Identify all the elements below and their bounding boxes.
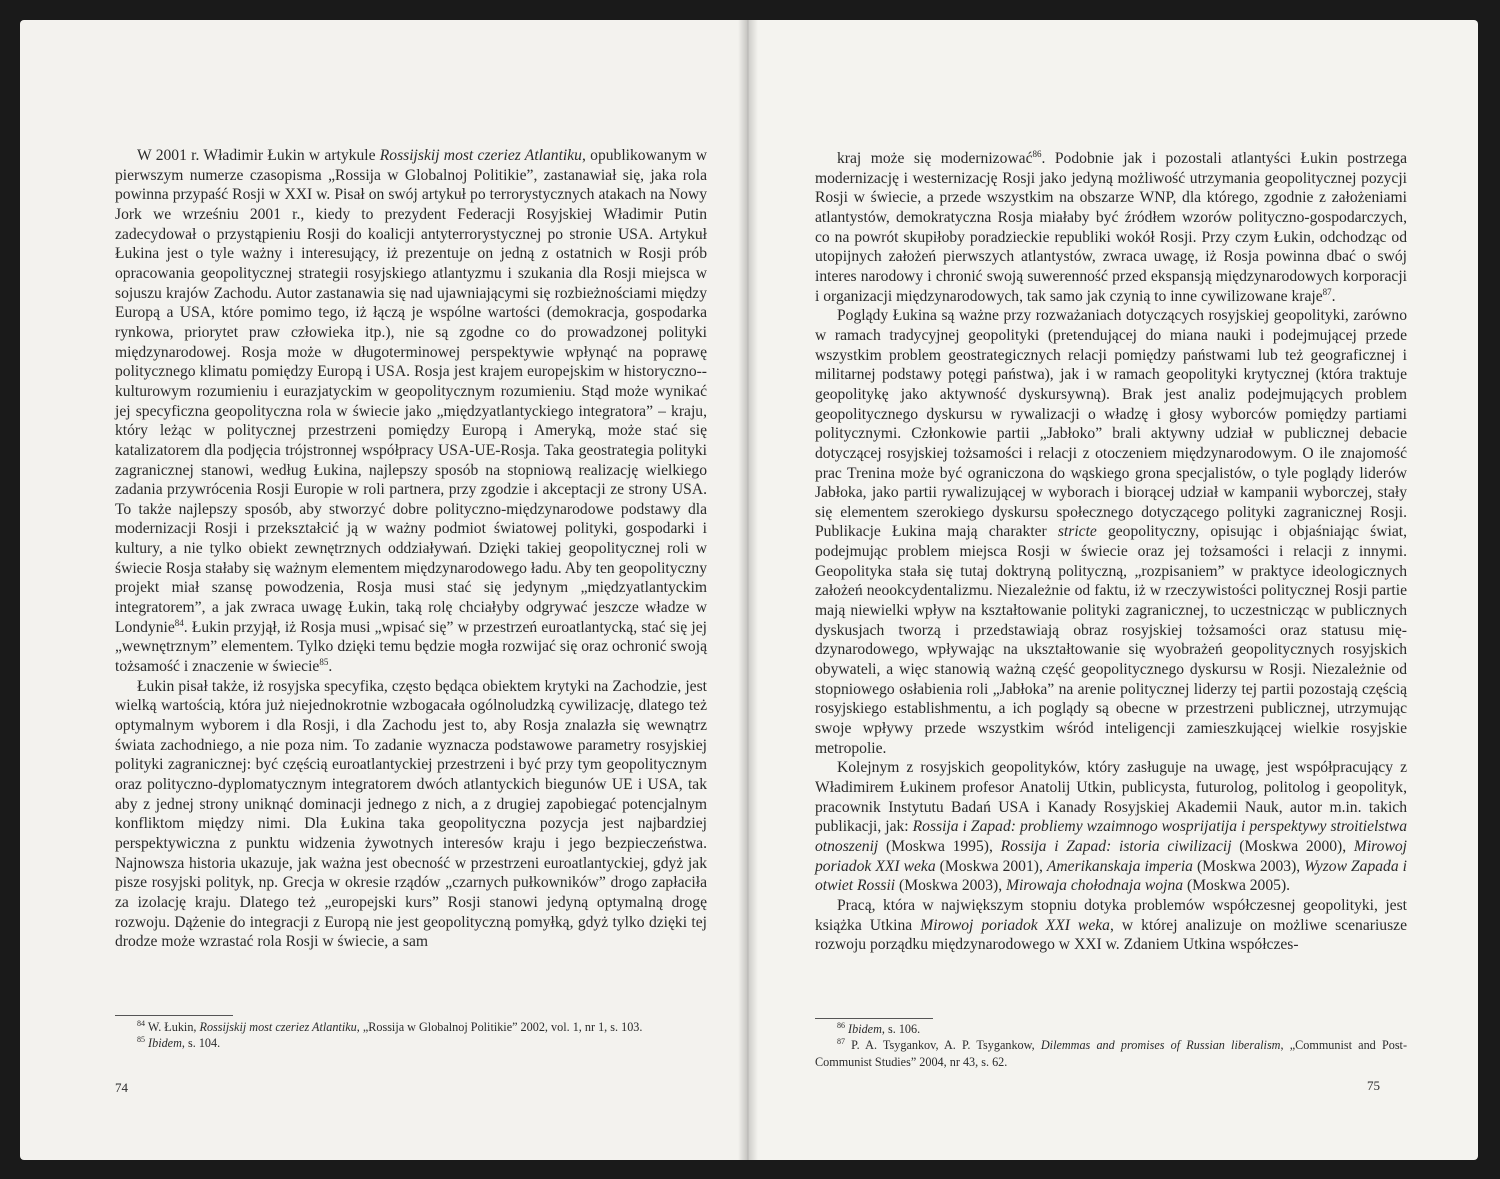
italic-run: Mirowaja chołodnaja wojna	[1006, 877, 1184, 895]
text-run: , „Communist and Post-Communist Studies” 2004, nr 43, s. 62.	[815, 1038, 1408, 1069]
italic-run: Ibidem	[148, 1036, 182, 1051]
paragraph	[115, 1035, 707, 1051]
paragraph	[815, 1037, 1407, 1070]
text-run: (Moskwa 2003),	[1192, 857, 1305, 875]
text-run: (Moskwa 2003),	[895, 877, 1007, 895]
text-run: (Moskwa 2001),	[935, 857, 1047, 875]
right-footnote-rule	[815, 1018, 933, 1019]
text-run: .	[328, 658, 333, 676]
paragraph	[115, 677, 707, 952]
text-run: (Moskwa 2005).	[1183, 877, 1291, 895]
left-footnote-rule	[115, 1015, 233, 1016]
text-run: geopolityczny, opisując i objaśniając świat, podejmując problem miejsca Rosji w świecie oraz jej tożsamości i relacji z innymi. Geopolityka stała się tutaj doktryną polityczną, „rozpisaniem” w praktyce ideologicznych założeń neookcydentalizmu. Niezależnie od faktu, iż w rzeczywistości politycznej Rosji partie mają niewielki wpływ na kształtowanie polityki zagranicznej, to uczestnicząc w publicznych dyskusjach tworzą i przedstawiają obraz rosyjskiej tożsamości oraz statusu międzynarodowego, wpływając na ukształtowanie się wyobrażeń geopolitycznych rosyjskich obywateli, a więc stanowią ważną część geopolitycznego dyskursu w Rosji. Niezależnie od stopniowego osłabienia roli „Jabłoka” na arenie politycznej liderzy tej partii pozostają częścią rosyjskiego establishmentu, a ich poglądy są obecne w przestrzeni publicznej, utrzymując swoje wpływy przede wszystkim wśród inteligencji zamieszkującej wielkie rosyjskie metropolie.	[815, 523, 1407, 757]
italic-run: stricte	[1057, 523, 1097, 541]
italic-run: Mirowoj poriadok XXI weka	[815, 837, 1407, 875]
text-run: , s. 104.	[181, 1036, 221, 1051]
left-page-number: 74	[115, 1080, 128, 1095]
footnote-ref: 84	[137, 1018, 145, 1028]
italic-run: Rossijskij most czeriez Atlantiku	[199, 1020, 357, 1034]
italic-run: Wyzow Zapada i otwiet Rossii	[815, 857, 1407, 895]
text-run: . Łukin przyjął, iż Rosja musi „wpisać się” w przestrzeń euroatlantycką, stać się jej „wewnętrznym” elementem. Tylko dzięki temu będzie mogła rozwijać się oraz ochronić swoją tożsamość i znaczenie w świecie	[115, 618, 707, 676]
text-run: Łukin pisał także, iż rosyjska specyfika, często będąca obiektem krytyki na Zachodzie, jest wielką wartością, która już niejednokrotnie wzbogacała ogólnoludzką cywilizację, dlatego też optymalnym wyborem i dla Rosji, i dla Zachodu jest to, aby Rosja znalazła się wewnątrz świata zachodniego, a nie poza nim. To zadanie wyznacza podstawowe parametry rosyjskiej polityki zagranicznej: być częścią euroatlantyckiej przestrzeni i być przy tym geopolitycznym oraz polityczno-dyplomatycznym integratorem dwóch atlantyckich biegunów UE i USA, tak aby z jednej strony uniknąć dominacji jednego z nich, a z drugiej zapobiegać potencjalnym konfliktom między nimi. Dla Łukina taka geopolityczna pozycja jest najbardziej perspektywiczna z punktu widzenia żywotnych interesów kraju i jego bezpieczeństwa. Najnowsza historia ukazuje, jak ważna jest obecność w przestrzeni euroatlantyckiej, gdyż jak pisze rosyjski polityk, np. Grecja w okresie rządów „czarnych pułkowników” drogo zapłaciła za izolację kraju. Dlatego też „europejski kurs” Rosji stanowi jedyną optymalną drogę rozwoju. Dążenie do integracji z Europą nie jest geopolityczną pomyłką, gdyż tylko dzięki tej drodze może wzrastać rola Rosji w świecie, a sam	[115, 677, 707, 951]
paragraph	[815, 1021, 1407, 1037]
italic-run: Mirowoj poriadok XXI weka	[920, 916, 1110, 934]
text-run: , opublikowanym w pierwszym numerze czasopisma „Rossija w Globalnoj Politikie”, zastanawiał się, jaka rola powinna przypaść Rosji w XXI w. Pisał on swój artykuł po terrorystycznych atakach na Nowy Jork we wrześniu 2001 r., kiedy to prezydent Federacji Rosyjskiej Władimir Putin zadecydował o przystąpieniu Rosji do koalicji antyterrorystycznej po stronie USA. Artykuł Łukina jest o tyle ważny i interesujący, iż prezentuje on jedną z ostatnich w Rosji prób opracowania geopolitycznej strategii rosyjskiego atlantyzmu i szukania dla Rosji miejsca w sojuszu krajów Zachodu. Autor zastanawia się nad ujawniającymi się rozbieżnościami między Europą a USA, które pomimo tego, iż łączą je wspólne wartości (demokracja, gospodarka rynkowa, priorytet praw człowieka itp.), nie są zgodne co do prowadzonej polityki międzynarodowej. Rosja może w długoterminowej perspektywie wpłynąć na poprawę politycznego klimatu pomiędzy Europą i USA. Rosja jest krajem europejskim w historyczno--kulturowym rozumieniu i eurazjatyckim w geopolitycznym rozumieniu. Stąd może wynikać jej specyficzna geopolityczna rola w świecie jako „międzyatlantyckiego integratora” – kraju, który leżąc w politycznej przestrzeni pomiędzy Europą i Ameryką, może stać się katalizatorem dla podjęcia trójstronnej współpracy USA-UE-Rosja. Taka geostrategia polityki zagranicznej stanowi, według Łukina, najlepszy sposób na stopniową realizację wielkiego zadania przywrócenia Rosji Europie w roli partnera, przy zgodzie i akceptacji ze strony USA. To także najlepszy sposób, aby stworzyć dobre polityczno-międzynarodowe podstawy dla modernizacji Rosji i przekształcić ją w ważny podmiot światowej polityki, gospodarki i kultury, a nie tylko obiekt zewnętrznych oddziaływań. Dzięki takiej geopolitycznej roli w świecie Rosja stałaby się ważnym elementem międzynarodowego ładu. Aby ten geopolityczny projekt miał szansę powodzenia, Rosja musi stać się jedynym „międzyatlantyckim integratorem”, a jak zwraca uwagę Łukin, taką rolę chciałyby odgrywać jeszcze władze w Londynie	[115, 147, 708, 636]
text-run: (Moskwa 2000),	[1231, 837, 1354, 855]
footnote-ref: 84	[174, 617, 184, 628]
text-run: , s. 106.	[881, 1022, 921, 1036]
book-spine-shadow	[738, 20, 758, 1160]
left-page	[20, 20, 748, 1160]
text-run: Pracą, która w największym stopniu dotyka problemów współczesnej geopolityki, jest książka Utkina	[815, 896, 1407, 934]
text-run: , „Rossija w Globalnoj Politikie” 2002, vol. 1, nr 1, s. 103.	[356, 1020, 643, 1034]
italic-run: Dilemmas and promises of Russian liberalism	[1040, 1038, 1281, 1053]
footnote-ref: 86	[1032, 148, 1042, 159]
footnote-ref: 85	[137, 1035, 145, 1045]
footnote-ref: 87	[837, 1037, 845, 1047]
italic-run: Rossija i Zapad: istoria ciwilizacij	[1000, 837, 1232, 855]
paragraph	[815, 149, 1407, 306]
right-page-footnotes	[815, 1021, 1407, 1070]
right-page-body	[815, 149, 1407, 955]
text-run: .	[1331, 287, 1336, 305]
paragraph	[815, 306, 1407, 758]
text-run: Kolejnym z rosyjskich geopolityków, który zasługuje na uwagę, jest współpracujący z Władimirem Łukinem profesor Anatolij Utkin, publicysta, futurolog, politolog i geopolityk, pracownik Instytutu Badań USA i Kanady Rosyjskiej Akademii Nauk, autor m.in. takich publikacji, jak:	[815, 759, 1407, 836]
footnote-ref: 87	[1322, 286, 1332, 297]
text-run: W. Łukin,	[145, 1020, 200, 1034]
right-page-number: 75	[1367, 1078, 1380, 1093]
italic-run: Amerikanskaja imperia	[1046, 857, 1193, 875]
italic-run: Ibidem	[848, 1022, 882, 1036]
text-run: (Moskwa 1995),	[878, 837, 1001, 855]
text-run: P. A. Tsygankov, A. P. Tsygankow,	[845, 1038, 1041, 1053]
right-page	[748, 20, 1478, 1160]
text-run: . Podobnie jak i pozostali atlantyści Łukin postrzega modernizację i westernizację Rosji jako jedyną możliwość utrzymania geopolitycznej pozycji Rosji w świecie, a przede wszystkim na obszarze WNP, dla którego, zgodnie z założeniami atlantystów, demokratyczna Rosja miałaby być źródłem wzorów polityczno-gospodarczych, co na powrót skupiłoby poradzieckie republiki wokół Rosji. Przy czym Łukin, odchodząc od utopijnych założeń pierwszych atlantystów, zwraca uwagę, iż Rosja powinna dbać o swój interes narodowy i chronić swoją suwerenność przed ekspansją międzynarodowych korporacji i organizacji międzynarodowych, tak samo jak czynią to inne cywilizowane kraje	[815, 150, 1407, 305]
left-page-body	[115, 146, 707, 952]
text-run: Poglądy Łukina są ważne przy rozważaniach dotyczących rosyjskiej geopolityki, zarówno w ramach tradycyjnej geopolityki (pretendującej do miana nauki i podejmującej przede wszystkim problem geostrategicznych relacji pomiędzy państwami lub też geograficznej i militarnej podstawy potęgi państwa), jak i w ramach geopolityki krytycznej (która traktuje geopolitykę jako aktywność dyskursywną). Brak jest analiz podejmujących problem geopolitycznego dyskursu w rywalizacji o władzę i głosy wyborców pomiędzy partiami politycznymi. Członkowie partii „Jabłoko” brali aktywny udział w publicznej debacie dotyczącej rosyjskiej tożsamości i relacji z otoczeniem międzynarodowym. O ile znajomość prac Trenina może być ograniczona do wąskiego grona specjalistów, o tyle poglądy liderów Jabłoka, jako partii rywalizującej w wyborach i biorącej udział w kampanii wyborczej, stały się elementem szerokiego dyskursu społecznego dotyczącego polityki zagranicznej Rosji. Publikacje Łukina mają charakter	[815, 307, 1407, 541]
text-run: , w której analizuje on możliwe scenariusze rozwoju porządku międzynarodowego w XXI w. Zdaniem Utkina współczes-	[815, 916, 1407, 954]
footnote-ref: 85	[319, 656, 329, 667]
footnote-ref: 86	[837, 1020, 845, 1030]
paragraph	[815, 758, 1407, 896]
text-run: kraj może się modernizować	[837, 150, 1033, 167]
italic-run: Rossijskij most czeriez Atlantiku	[379, 147, 582, 164]
paragraph	[815, 896, 1407, 955]
italic-run: Rossija i Zapad: probliemy wzaimnogo wosprijatija i perspektywy stroitielstwa otnoszenij	[815, 818, 1407, 855]
paragraph	[115, 1019, 707, 1035]
left-page-footnotes	[115, 1019, 707, 1052]
text-run: W 2001 r. Władimir Łukin w artykule	[137, 147, 380, 164]
paragraph	[115, 146, 707, 677]
